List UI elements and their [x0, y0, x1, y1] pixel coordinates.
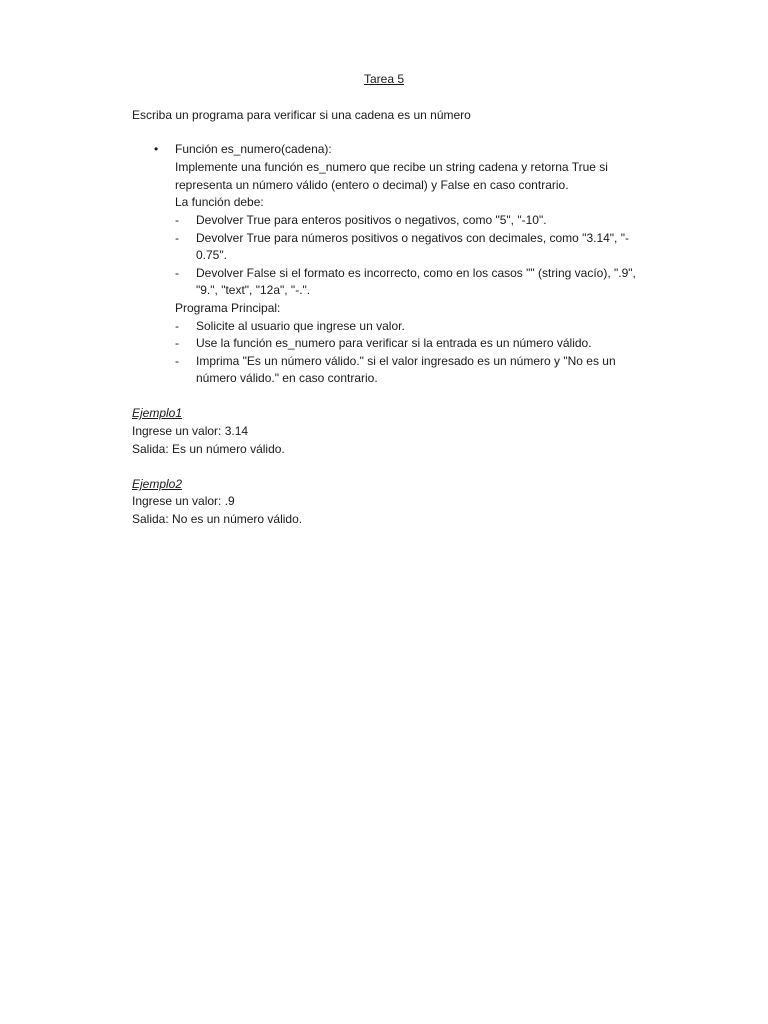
main-step-line: Solicite al usuario que ingrese un valor.: [196, 319, 405, 333]
requirement-line: Devolver False si el formato es incorrecto, como en los casos "" (string vacío), ".9",: [196, 266, 636, 280]
intro-text: Escriba un programa para verificar si una cadena es un número: [132, 108, 471, 122]
bullet-marker: •: [154, 142, 159, 156]
main-step-line: número válido." en caso contrario.: [196, 371, 378, 385]
list-marker: -: [175, 354, 179, 368]
example-title: Ejemplo2: [132, 477, 183, 491]
function-heading: Función es_numero(cadena):: [175, 142, 332, 156]
list-marker: -: [175, 213, 179, 227]
main-step-line: Use la función es_numero para verificar si la entrada es un número válido.: [196, 336, 592, 350]
document-title: Tarea 5: [363, 72, 405, 86]
requirement-line: "9.", "text", "12a", "-.".: [196, 283, 311, 297]
main-step-line: Imprima "Es un número válido." si el valor ingresado es un número y "No es un: [196, 354, 616, 368]
description-line: Implemente una función es_numero que recibe un string cadena y retorna True si: [175, 160, 608, 174]
requirement-line: Devolver True para enteros positivos o negativos, como "5", "-10".: [196, 213, 547, 227]
requirement-line: Devolver True para números positivos o negativos con decimales, como "3.14", "-: [196, 231, 629, 245]
example-output: Salida: No es un número válido.: [132, 512, 303, 526]
requirement-line: 0.75".: [196, 248, 227, 262]
example-input: Ingrese un valor: 3.14: [132, 424, 249, 438]
requirements-label: La función debe:: [175, 195, 264, 209]
example-output: Salida: Es un número válido.: [132, 442, 285, 456]
example-title: Ejemplo1: [132, 406, 183, 420]
list-marker: -: [175, 336, 179, 350]
list-marker: -: [175, 319, 179, 333]
main-program-label: Programa Principal:: [175, 301, 281, 315]
example-input: Ingrese un valor: .9: [132, 494, 235, 508]
list-marker: -: [175, 266, 179, 280]
list-marker: -: [175, 231, 179, 245]
description-line: representa un número válido (entero o decimal) y False en caso contrario.: [175, 178, 569, 192]
